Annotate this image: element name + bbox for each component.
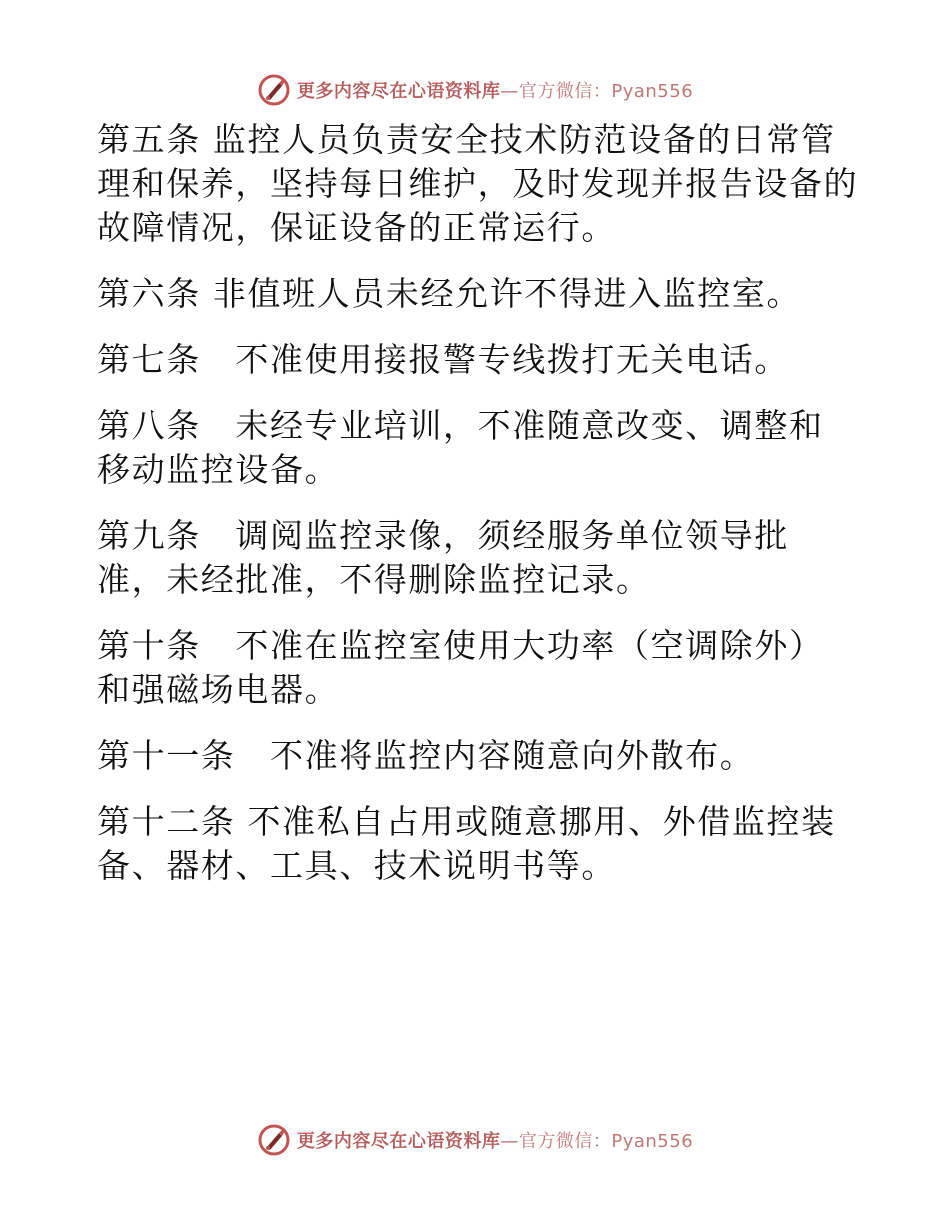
watermark-text: 更多内容尽在心语资料库—官方微信：Pyan556: [296, 81, 694, 102]
article-9: 第九条 调阅监控录像，须经服务单位领导批 准，未经批准，不得删除监控记录。: [97, 516, 789, 599]
article-5: 第五条 监控人员负责安全技术防范设备的日常管 理和保养，坚持每日维护，及时发现并报告设备的 故障情况，保证设备的正常运行。: [97, 120, 859, 247]
footer-watermark: [0, 1120, 950, 1160]
pen-nib-circle-icon: [257, 73, 291, 107]
article-11: 第十一条 不准将监控内容随意向外散布。: [97, 736, 755, 775]
header-watermark: [0, 70, 950, 110]
article-6: 第六条 非值班人员未经允许不得进入监控室。: [97, 274, 802, 313]
article-7: 第七条 不准使用接报警专线拨打无关电话。: [97, 340, 789, 379]
article-8: 第八条 未经专业培训，不准随意改变、调整和 移动监控设备。: [97, 406, 824, 489]
watermark-text: 更多内容尽在心语资料库—官方微信：Pyan556: [296, 1131, 694, 1152]
article-10: 第十条 不准在监控室使用大功率（空调除外） 和强磁场电器。: [97, 626, 824, 709]
pen-nib-circle-icon: [257, 1123, 291, 1157]
article-12: 第十二条 不准私自占用或随意挪用、外借监控装 备、器材、工具、技术说明书等。: [97, 802, 836, 885]
document-body: [97, 118, 857, 910]
